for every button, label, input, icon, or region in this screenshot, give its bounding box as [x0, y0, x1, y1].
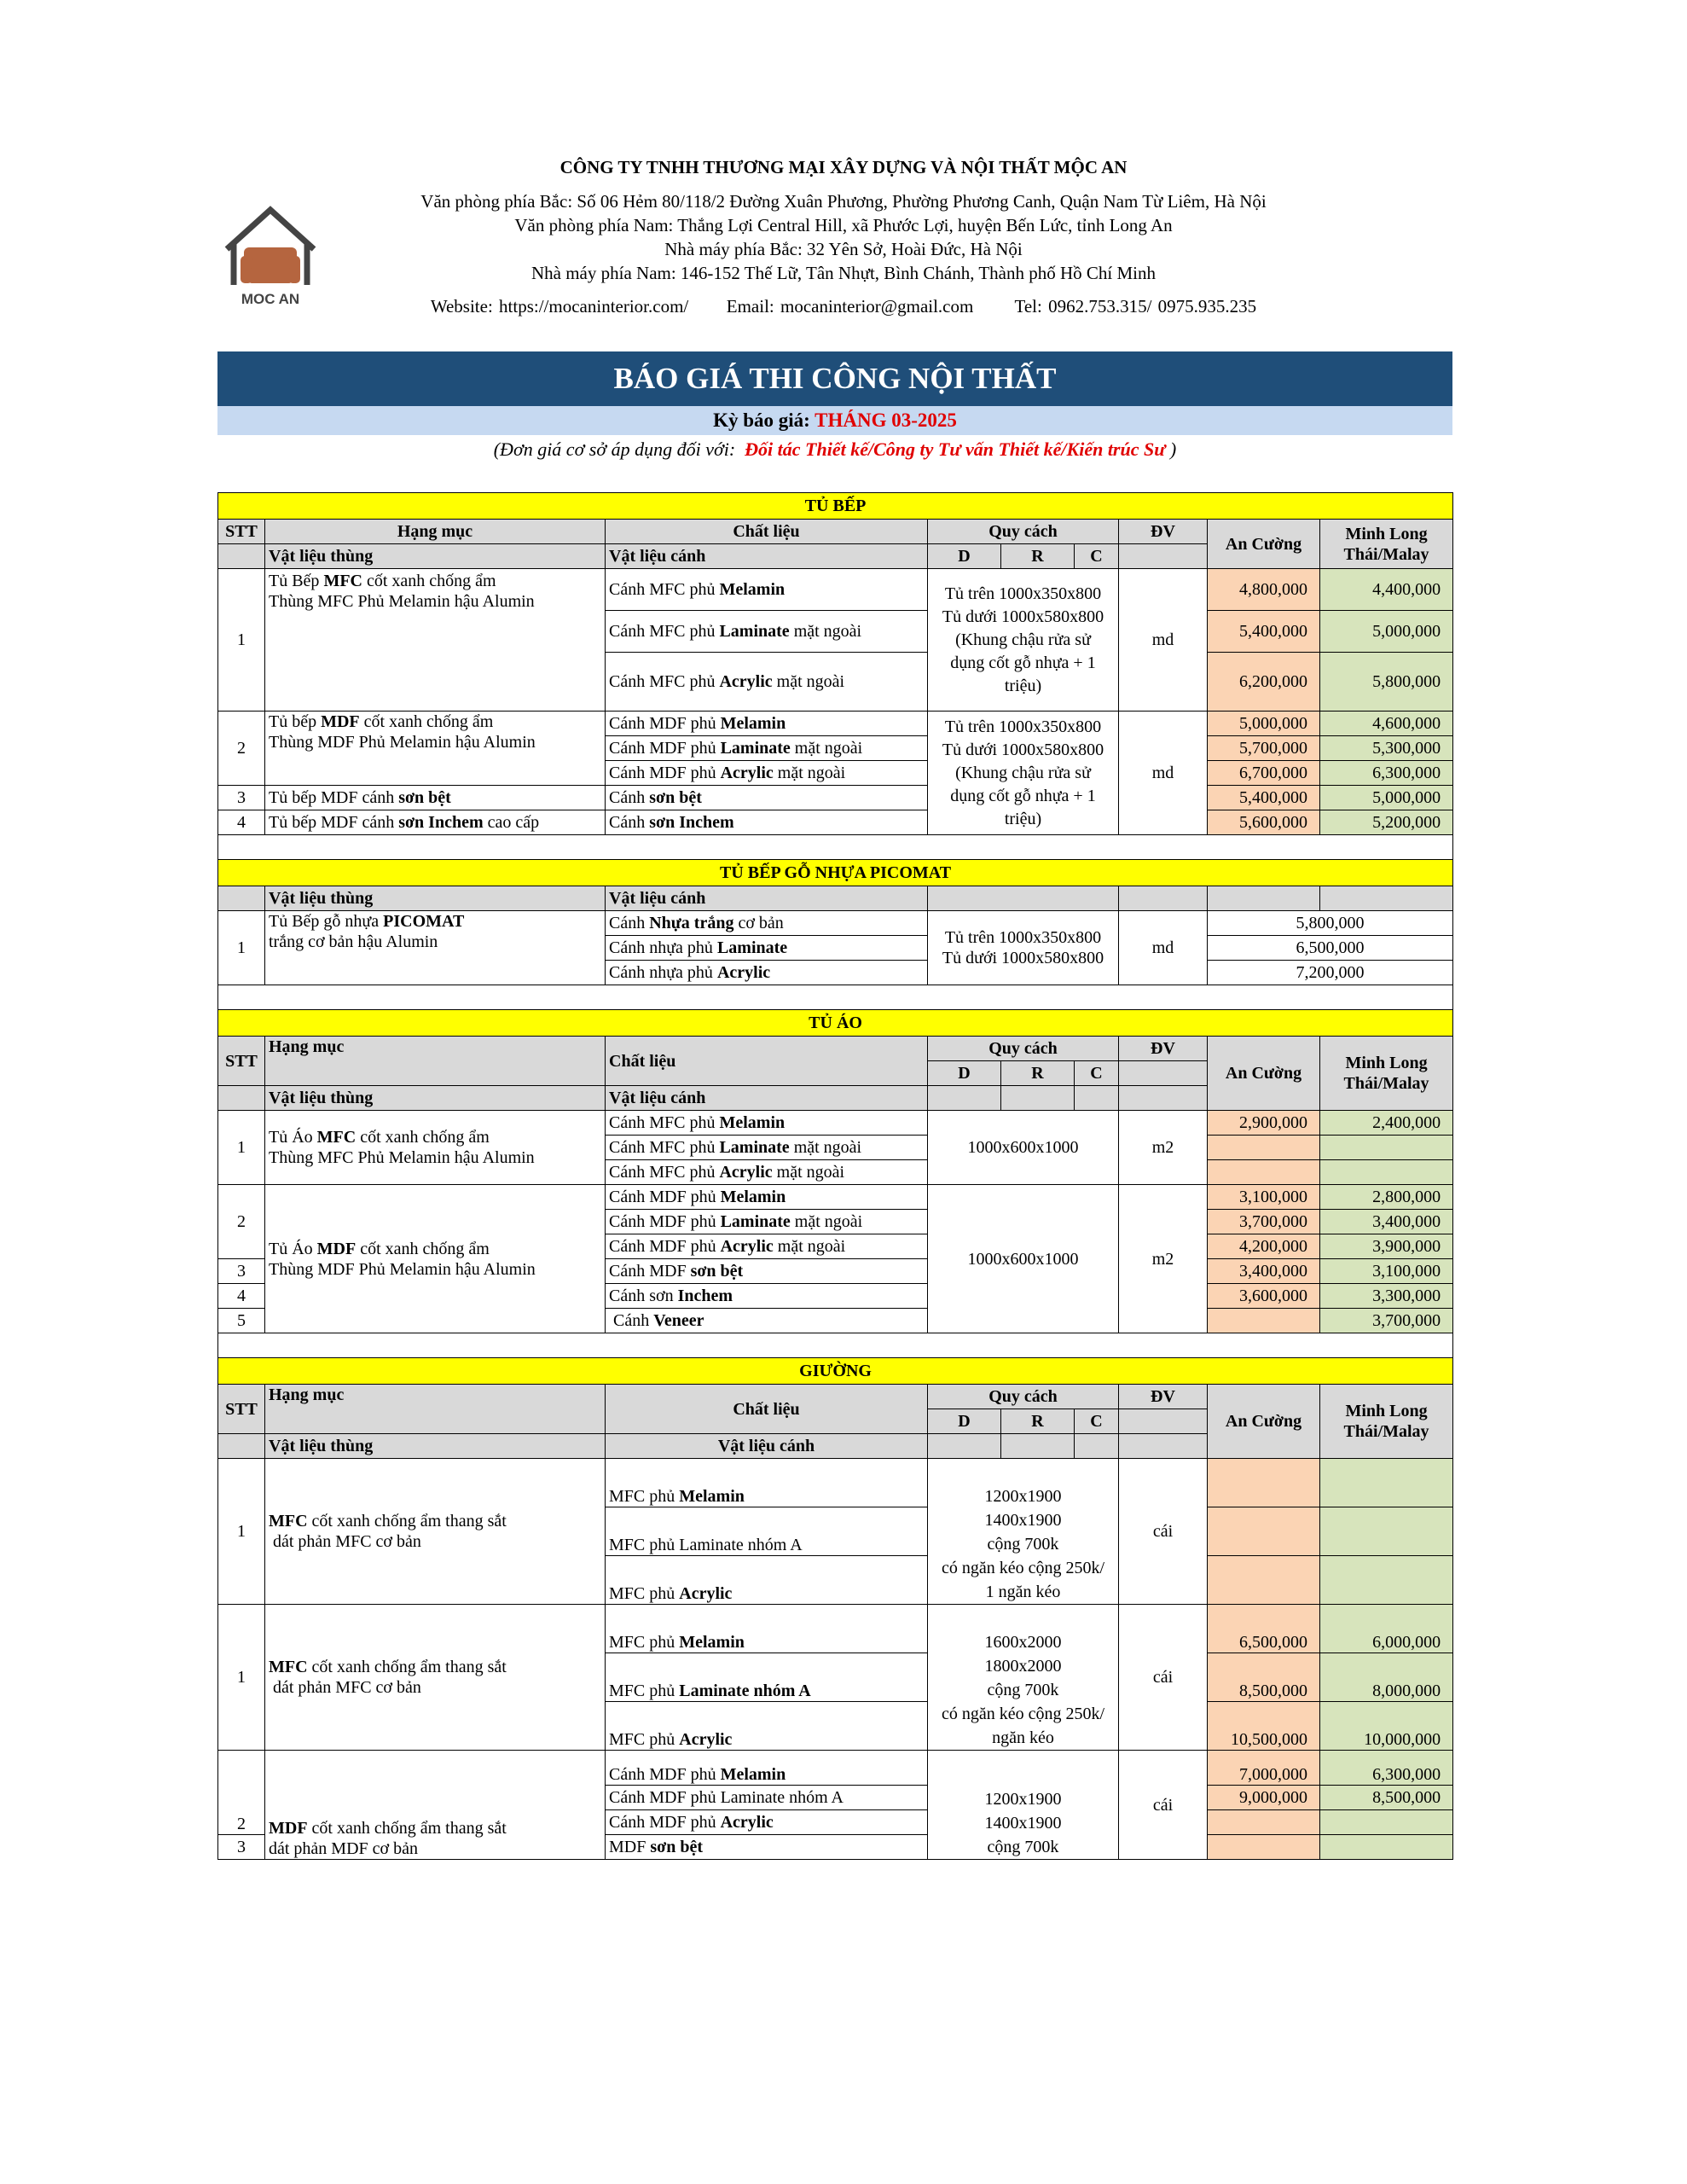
price-table: TỦ BẾP STT Hạng mục Chất liệu Quy cách ĐV An Cường Minh Long Thái/Malay D R C Vật liệu thùng Vật liệu cánh 1 Tủ Bếp MFC cốt xanh chống ẩm Thùng MFC Phủ Melamin hậu Alumin Cánh MFC phủ Melamin Tủ trên 1000x350x800 Tủ dưới 1000x580x800 (Khung chậu rửa sử dụng cốt gỗ nhựa + 1 triệu) md 4,800,000 4,400,000 Cánh MFC phủ Laminate mặt ngoài 5,400,000 5,000,000 Cánh MFC phủ Acrylic mặt ngoài 6,200,000 5,800,000 2 Tủ bếp MDF cốt xanh chống ẩm Thùng MDF Phủ Melamin hậu Alumin Cánh MDF phủ Melamin Tủ trên 1000x350x800 Tủ dưới 1000x580x800 (Khung chậu rửa sử dụng cốt gỗ nhựa + 1 triệu) md 5,000,000 4,600,000 Cánh MDF phủ Laminate mặt ngoài 5,700,000 5,300,000 Cánh MDF phủ Acrylic mặt ngoài 6,700,000 6,300,000 3 Tủ bếp MDF cánh sơn bệt Cánh sơn bệt 5,400,000 5,000,000 4 Tủ bếp MDF cánh sơn Inchem cao cấp Cánh sơn Inchem 5,600,000 5,200,000 TỦ BẾP GỖ NHỰA PICOMAT Vật liệu thùng Vật liệu cánh 1 Tủ Bếp gỗ nhựa PICOMAT trắng cơ bản hậu Alumin Cánh Nhựa trắng cơ bản Tủ trên 1000x350x800 Tủ dưới 1000x580x800 md 5,800,000 Cánh nhựa phủ Laminate 6,500,000 Cánh nhựa phủ Acrylic 7,200,000 TỦ ÁO STT Hạng mục Chất liệu Quy cách ĐV An Cường Minh Long Thái/Malay D R C Vật liệu thùng Vật liệu cánh 1 Tủ Áo MFC cốt xanh chống ẩm Thùng MFC Phủ Melamin hậu Alumin Cánh MFC phủ Melamin 1000x600x1000 m2 2,900,000 2,400,000 Cánh MFC phủ Laminate mặt ngoài Cánh MFC phủ Acrylic mặt ngoài 2 Tủ Áo MDF cốt xanh chống ẩm Thùng MDF Phủ Melamin hậu Alumin Cánh MDF phủ Melamin 1000x600x1000 m2 3,100,000 2,800,000 Cánh MDF phủ Laminate mặt ngoài 3,700,000 3,400,000 Cánh MDF phủ Acrylic mặt ngoài 4,200,000 3,900,000 3 Cánh MDF sơn bệt 3,400,000 3,100,000 4 Cánh sơn Inchem 3,600,000 3,300,000 5 Cánh Veneer 3,700,000 GIƯỜNG STT Hạng mục Chất liệu Quy cách ĐV An Cường Minh Long Thái/Malay D R C Vật liệu thùng Vật liệu cánh 1 MFC cốt xanh chống ẩm thang sắt dát phản MFC cơ bản MFC phủ Melamin 1200x1900 1400x1900 cộng 700k có ngăn kéo cộng 250k/ 1 ngăn kéo cái MFC phủ Laminate nhóm A MFC phủ Acrylic 1 MFC cốt xanh chống ẩm thang sắt dát phản MFC cơ bản MFC phủ Melamin 1600x2000 1800x2000 cộng 700k có ngăn kéo cộng 250k/ ngăn kéo cái 6,500,000 6,000,000 MFC phủ Laminate nhóm A 8,500,000 8,000,000 MFC phủ Acrylic 10,500,000 10,000,000 2 MDF cốt xanh chống ẩm thang sắt dát phản MDF cơ bản Cánh MDF phủ Melamin 1200x1900 1400x1900 cộng 700k cái 7,000,000 6,300,000 Cánh MDF phủ Laminate nhóm A 9,000,000 8,500,000 Cánh MDF phủ Acrylic 3 MDF sơn bệt: [217, 492, 1453, 1860]
col-stt: STT: [218, 520, 265, 544]
table-row: 5 Cánh Veneer 3,700,000: [218, 1309, 1453, 1333]
table-row: 2 Tủ Áo MDF cốt xanh chống ẩm Thùng MDF Phủ Melamin hậu Alumin Cánh MDF phủ Melamin 1000x600x1000 m2 3,100,000 2,800,000: [218, 1185, 1453, 1210]
table-row: 4 Tủ bếp MDF cánh sơn Inchem cao cấp Cánh sơn Inchem 5,600,000 5,200,000: [218, 810, 1453, 835]
col-hang-muc: Hạng mục: [265, 520, 606, 544]
pricing-note: (Đơn giá cơ sở áp dụng đối với: Đối tác Thiết kế/Công ty Tư vấn Thiết kế/Kiến trúc Sư ): [493, 439, 1177, 460]
company-name: CÔNG TY TNHH THƯƠNG MẠI XÂY DỰNG VÀ NỘI THẤT MỘC AN: [559, 157, 1128, 177]
table-row: Cánh MDF phủ Laminate mặt ngoài 5,700,000 5,300,000: [218, 736, 1453, 761]
col-an-cuong: An Cường: [1208, 520, 1320, 569]
email-link[interactable]: Email: mocaninterior@gmail.com: [726, 296, 974, 317]
table-row: Cánh MDF phủ Acrylic: [218, 1810, 1453, 1835]
office-north: Văn phòng phía Bắc: Số 06 Hẻm 80/118/2 Đường Xuân Phương, Phường Phương Canh, Quận Nam Từ Liêm, Hà Nội: [420, 191, 1267, 212]
svg-text:MOC AN: MOC AN: [241, 291, 300, 307]
table-row: Cánh MDF phủ Laminate nhóm A 9,000,000 8,500,000: [218, 1786, 1453, 1810]
table-row: Cánh MFC phủ Acrylic mặt ngoài: [218, 1160, 1453, 1185]
section-giuong: GIƯỜNG: [218, 1358, 1453, 1385]
table-row: 1 Tủ Bếp MFC cốt xanh chống ẩm Thùng MFC Phủ Melamin hậu Alumin Cánh MFC phủ Melamin Tủ trên 1000x350x800 Tủ dưới 1000x580x800 (Khung chậu rửa sử dụng cốt gỗ nhựa + 1 triệu) md 4,800,000 4,400,000: [218, 569, 1453, 611]
table-row: 3 Cánh MDF sơn bệt 3,400,000 3,100,000: [218, 1259, 1453, 1284]
table-row: 1 Tủ Áo MFC cốt xanh chống ẩm Thùng MFC Phủ Melamin hậu Alumin Cánh MFC phủ Melamin 1000x600x1000 m2 2,900,000 2,400,000: [218, 1111, 1453, 1136]
website-link[interactable]: Website: https://mocaninterior.com/: [430, 296, 689, 317]
col-chat-lieu: Chất liệu: [606, 520, 928, 544]
table-row: 3 MDF sơn bệt: [218, 1835, 1453, 1860]
table-row: MFC phủ Laminate nhóm A: [218, 1507, 1453, 1556]
section-tu-bep: TỦ BẾP: [218, 493, 1453, 520]
section-picomat: TỦ BẾP GỖ NHỰA PICOMAT: [218, 860, 1453, 886]
table-row: Cánh nhựa phủ Laminate 6,500,000: [218, 936, 1453, 961]
office-south: Văn phòng phía Nam: Thắng Lợi Central Hill, xã Phước Lợi, huyện Bến Lức, tỉnh Long An: [514, 215, 1173, 235]
col-quy-cach: Quy cách: [928, 520, 1119, 544]
table-row: Cánh MFC phủ Acrylic mặt ngoài 6,200,000 5,800,000: [218, 653, 1453, 712]
table-row: 1 MFC cốt xanh chống ẩm thang sắt dát phản MFC cơ bản MFC phủ Melamin 1600x2000 1800x2000 cộng 700k có ngăn kéo cộng 250k/ ngăn kéo cái 6,500,000 6,000,000: [218, 1605, 1453, 1653]
factory-north: Nhà máy phía Bắc: 32 Yên Sở, Hoài Đức, Hà Nội: [664, 239, 1023, 259]
table-row: 3 Tủ bếp MDF cánh sơn bệt Cánh sơn bệt 5,400,000 5,000,000: [218, 786, 1453, 810]
table-row: Cánh MFC phủ Laminate mặt ngoài: [218, 1136, 1453, 1160]
table-row: MFC phủ Acrylic: [218, 1556, 1453, 1605]
table-row: 2 Tủ bếp MDF cốt xanh chống ẩm Thùng MDF Phủ Melamin hậu Alumin Cánh MDF phủ Melamin Tủ trên 1000x350x800 Tủ dưới 1000x580x800 (Khung chậu rửa sử dụng cốt gỗ nhựa + 1 triệu) md 5,000,000 4,600,000: [218, 712, 1453, 736]
col-minh-long: Minh Long Thái/Malay: [1320, 520, 1453, 569]
table-row: Cánh MDF phủ Acrylic mặt ngoài 6,700,000 6,300,000: [218, 761, 1453, 786]
page-title: BÁO GIÁ THI CÔNG NỘI THẤT: [217, 351, 1452, 406]
table-row: Cánh nhựa phủ Acrylic 7,200,000: [218, 961, 1453, 985]
table-row: Cánh MDF phủ Acrylic mặt ngoài 4,200,000 3,900,000: [218, 1234, 1453, 1259]
company-logo: [215, 200, 326, 311]
section-tu-ao: TỦ ÁO: [218, 1010, 1453, 1037]
col-dv: ĐV: [1119, 520, 1208, 544]
table-row: MFC phủ Laminate nhóm A 8,500,000 8,000,000: [218, 1653, 1453, 1702]
phone-text: Tel: 0962.753.315/ 0975.935.235: [1014, 296, 1257, 317]
table-row: 1 MFC cốt xanh chống ẩm thang sắt dát phản MFC cơ bản MFC phủ Melamin 1200x1900 1400x1900 cộng 700k có ngăn kéo cộng 250k/ 1 ngăn kéo cái: [218, 1459, 1453, 1507]
table-row: 4 Cánh sơn Inchem 3,600,000 3,300,000: [218, 1284, 1453, 1309]
table-row: 1 Tủ Bếp gỗ nhựa PICOMAT trắng cơ bản hậu Alumin Cánh Nhựa trắng cơ bản Tủ trên 1000x350x800 Tủ dưới 1000x580x800 md 5,800,000: [218, 911, 1453, 936]
table-row: 2 MDF cốt xanh chống ẩm thang sắt dát phản MDF cơ bản Cánh MDF phủ Melamin 1200x1900 1400x1900 cộng 700k cái 7,000,000 6,300,000: [218, 1751, 1453, 1786]
table-row: MFC phủ Acrylic 10,500,000 10,000,000: [218, 1702, 1453, 1751]
period-bar: [217, 406, 1452, 435]
factory-south: Nhà máy phía Nam: 146-152 Thế Lữ, Tân Nhựt, Bình Chánh, Thành phố Hồ Chí Minh: [530, 263, 1157, 283]
table-row: Cánh MFC phủ Laminate mặt ngoài 5,400,000 5,000,000: [218, 611, 1453, 653]
period-label: Kỳ báo giá:: [713, 410, 810, 431]
table-row: Cánh MDF phủ Laminate mặt ngoài 3,700,000 3,400,000: [218, 1210, 1453, 1234]
period-value: THÁNG 03-2025: [815, 410, 957, 431]
